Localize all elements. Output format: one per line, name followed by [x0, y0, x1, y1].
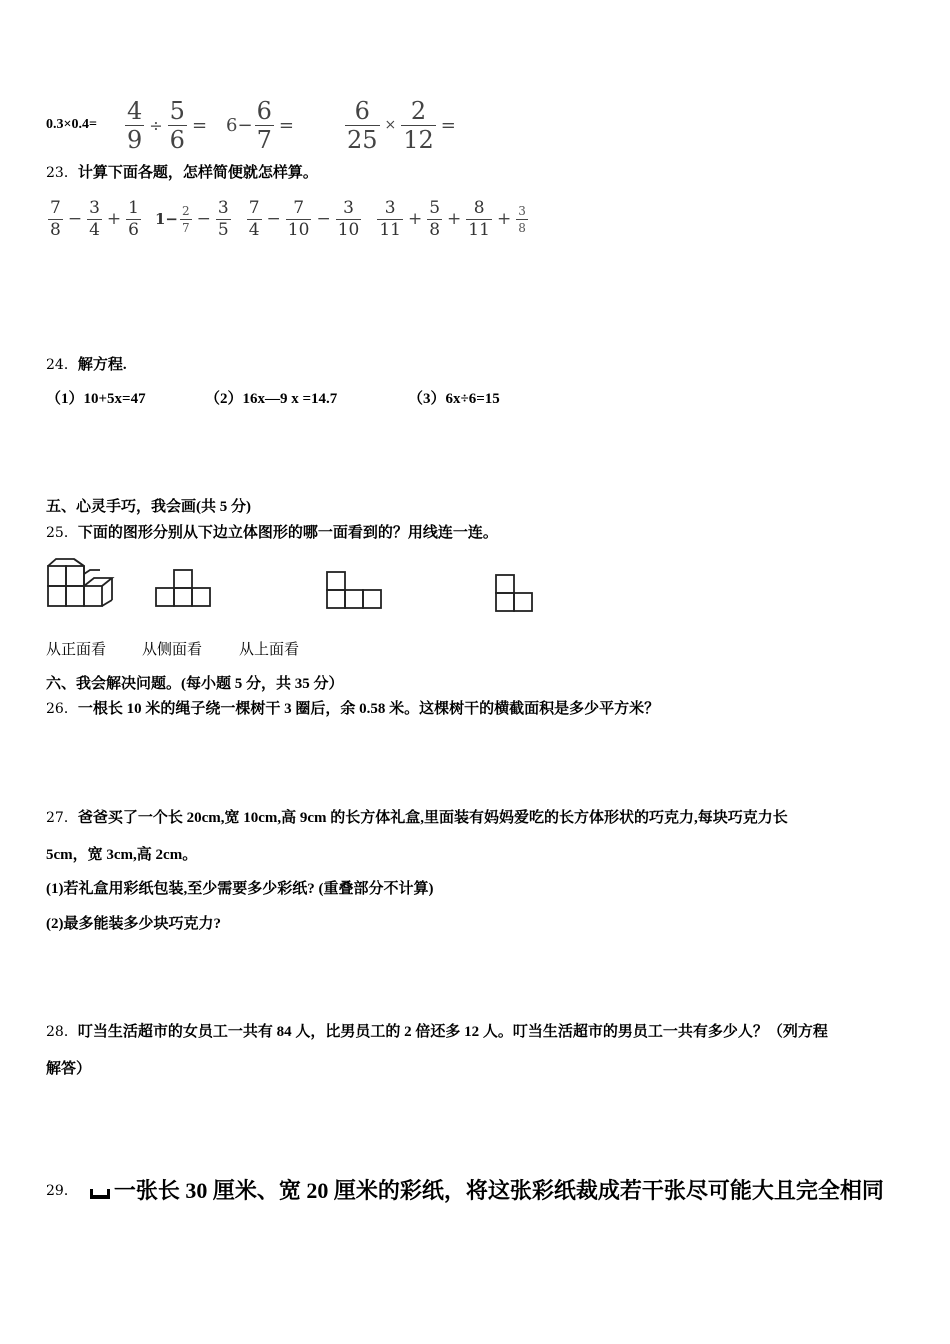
q23-heading: [46, 161, 318, 182]
view-shape-c: [494, 571, 536, 615]
q28-line1: [46, 1020, 828, 1041]
q27-line2: 5cm，宽 3cm,高 2cm。: [46, 847, 198, 863]
q23-expressions: [46, 194, 530, 244]
q27-subquestion-2: (2)最多能装多少块巧克力?: [46, 916, 221, 932]
question-text: 爸爸买了一个长 20cm,宽 10cm,高 9cm 的长方体礼盒,里面装有妈妈爱吃的长方体形状的巧克力,每块巧克力长: [77, 810, 788, 826]
question-text: 叮当生活超市的女员工一共有 84 人，比男员工的 2 倍还多 12 人。叮当生活超市的男员工一共有多少人？（列方程: [77, 1024, 828, 1040]
q25-heading: [46, 521, 498, 542]
view-label-top: 从上面看: [239, 642, 300, 658]
section-six-title: 六、我会解决问题。(每小题 5 分，共 35 分）: [46, 676, 344, 692]
view-label-front: 从正面看: [46, 642, 107, 658]
view-shape-a: [154, 566, 212, 610]
q22-row: [46, 96, 459, 154]
expr-fraction-division: $\frac{4}{9}$ ÷ $\frac{5}{6}$ =: [126, 96, 208, 154]
equation-1: （1）10+5x=47: [46, 391, 146, 407]
q27-subquestion-1: (1)若礼盒用彩纸包装,至少需要多少彩纸? (重叠部分不计算): [46, 881, 434, 897]
question-text: 解方程.: [77, 357, 127, 373]
expr-decimal-product: 0.3×0.4=: [46, 117, 97, 132]
ink-mark-icon: [90, 1189, 110, 1199]
section-five-title: 五、心灵手巧，我会画(共 5 分): [46, 499, 251, 515]
q24-heading: [46, 353, 127, 374]
question-number: 28．: [46, 1024, 78, 1040]
question-text: 下面的图形分别从下边立体图形的哪一面看到的？用线连一连。: [77, 525, 498, 541]
q26: [46, 697, 659, 718]
question-text: 一张长 30 厘米、宽 20 厘米的彩纸，将这张彩纸裁成若干张尽可能大且完全相同: [113, 1178, 884, 1203]
solid-figure-image: [44, 556, 120, 612]
question-number: 26．: [46, 701, 78, 717]
expr-3: $\frac{7}{4}$ − $\frac{7}{10}$ − $\frac{3}{10}$: [248, 197, 360, 240]
question-number: 25．: [46, 525, 78, 541]
question-number: 29．: [46, 1182, 78, 1199]
expr-2: 1− $\frac{2}{7}$ − $\frac{3}{5}$: [154, 197, 229, 240]
expr-fraction-product: $\frac{6}{25}$ × $\frac{2}{12}$ =: [346, 96, 456, 154]
expr-whole-minus-fraction: 6− $\frac{6}{7}$ =: [226, 96, 294, 154]
question-number: 23．: [46, 165, 78, 181]
question-number: 24．: [46, 357, 78, 373]
expr-4: $\frac{3}{11}$ + $\frac{5}{8}$ + $\frac{8}{11}$ + $\frac{3}{8}$: [379, 197, 526, 240]
question-text: 一根长 10 米的绳子绕一棵树干 3 圈后，余 0.58 米。这棵树干的横截面积是多少平方米？: [77, 701, 660, 717]
question-number: 27．: [46, 810, 78, 826]
view-label-side: 从侧面看: [142, 642, 203, 658]
q28-line2: 解答）: [46, 1061, 92, 1077]
expr-1: $\frac{7}{8}$ − $\frac{3}{4}$ + $\frac{1}{6}$: [50, 197, 139, 240]
equation-2: （2）16x—9 x =14.7: [205, 391, 338, 407]
equation-3: （3）6x÷6=15: [408, 391, 500, 407]
q29: [46, 1174, 884, 1205]
q27-line1: [46, 806, 788, 827]
question-text: 计算下面各题，怎样简便就怎样算。: [77, 165, 318, 181]
view-shape-b: [325, 568, 383, 612]
